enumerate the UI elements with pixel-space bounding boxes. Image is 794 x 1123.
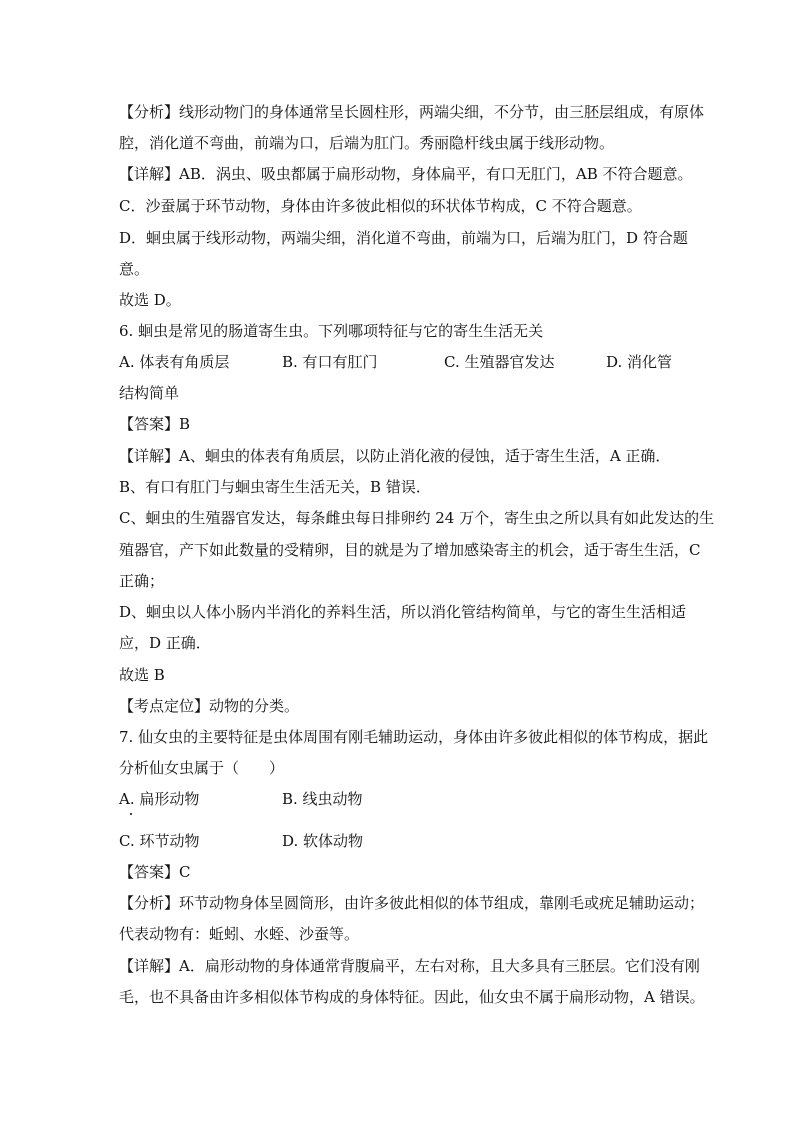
q7-option-d: D. 软体动物 bbox=[282, 832, 364, 850]
detail-line-c: C．沙蚕属于环节动物，身体由许多彼此相似的环状体节构成，C 不符合题意。 bbox=[119, 197, 642, 215]
q6-option-d-cont: 结构简单 bbox=[119, 384, 180, 402]
q7-analysis-2: 代表动物有：蚯蚓、水蛭、沙蚕等。 bbox=[119, 925, 360, 943]
stray-dot bbox=[130, 813, 132, 815]
question-7-stem-2: 分析仙女虫属于（ ） bbox=[119, 759, 285, 777]
q6-option-d: D. 消化管 bbox=[606, 353, 673, 371]
q7-option-b: B. 线虫动物 bbox=[282, 790, 363, 808]
answer-choice-line: 故选 D。 bbox=[119, 291, 181, 309]
detail-line-ab: 【详解】AB．涡虫、吸虫都属于扁形动物，身体扁平，有口无肛门，AB 不符合题意。 bbox=[119, 165, 693, 183]
q6-detail-b: B、有口有肛门与蛔虫寄生生活无关，B 错误． bbox=[119, 478, 431, 496]
q6-option-b: B. 有口有肛门 bbox=[282, 353, 378, 371]
analysis-line-2: 腔，消化道不弯曲，前端为口，后端为肛门。秀丽隐杆线虫属于线形动物。 bbox=[119, 134, 615, 152]
detail-line-d-cont: 意。 bbox=[119, 260, 150, 278]
analysis-line-1: 【分析】线形动物门的身体通常呈长圆柱形，两端尖细，不分节，由三胚层组成，有原体 bbox=[119, 103, 705, 121]
q6-option-c: C. 生殖器官发达 bbox=[444, 353, 555, 371]
q7-analysis-1: 【分析】环节动物身体呈圆筒形，由许多彼此相似的体节组成，靠刚毛或疣足辅助运动； bbox=[119, 894, 705, 912]
detail-line-d: D．蛔虫属于线形动物，两端尖细，消化道不弯曲，前端为口，后端为肛门，D 符合题 bbox=[119, 229, 688, 247]
q6-detail-a: 【详解】A、蛔虫的体表有角质层，以防止消化液的侵蚀，适于寄生生活，A 正确． bbox=[119, 447, 671, 465]
q6-topic: 【考点定位】动物的分类。 bbox=[119, 697, 300, 715]
question-6-stem: 6. 蛔虫是常见的肠道寄生虫。下列哪项特征与它的寄生生活无关 bbox=[119, 322, 544, 340]
q6-answer: 【答案】B bbox=[119, 415, 191, 433]
q7-answer: 【答案】C bbox=[119, 863, 191, 881]
q7-option-c: C. 环节动物 bbox=[119, 832, 200, 850]
q6-detail-d-1: D、蛔虫以人体小肠内半消化的养料生活，所以消化管结构简单，与它的寄生生活相适 bbox=[119, 603, 687, 621]
q7-option-a: A. 扁形动物 bbox=[119, 790, 200, 808]
q7-detail-1: 【详解】A．扁形动物的身体通常背腹扁平，左右对称，且大多具有三胚层。它们没有刚 bbox=[119, 957, 700, 975]
q6-detail-c-2: 殖器官，产下如此数量的受精卵，目的就是为了增加感染寄主的机会，适于寄生生活，C bbox=[119, 541, 701, 559]
q6-detail-c-3: 正确； bbox=[119, 572, 165, 590]
q7-detail-2: 毛，也不具备由许多相似体节构成的身体特征。因此，仙女虫不属于扁形动物，A 错误。 bbox=[119, 988, 705, 1006]
question-7-stem-1: 7. 仙女虫的主要特征是虫体周围有刚毛辅助运动，身体由许多彼此相似的体节构成，据此 bbox=[119, 728, 709, 746]
q6-choice: 故选 B bbox=[119, 666, 165, 684]
q6-detail-c-1: C、蛔虫的生殖器官发达，每条雌虫每日排卵约 24 万个，寄生虫之所以具有如此发达的生 bbox=[119, 509, 715, 527]
q6-detail-d-2: 应，D 正确． bbox=[119, 634, 211, 652]
q6-option-a: A. 体表有角质层 bbox=[119, 353, 230, 371]
